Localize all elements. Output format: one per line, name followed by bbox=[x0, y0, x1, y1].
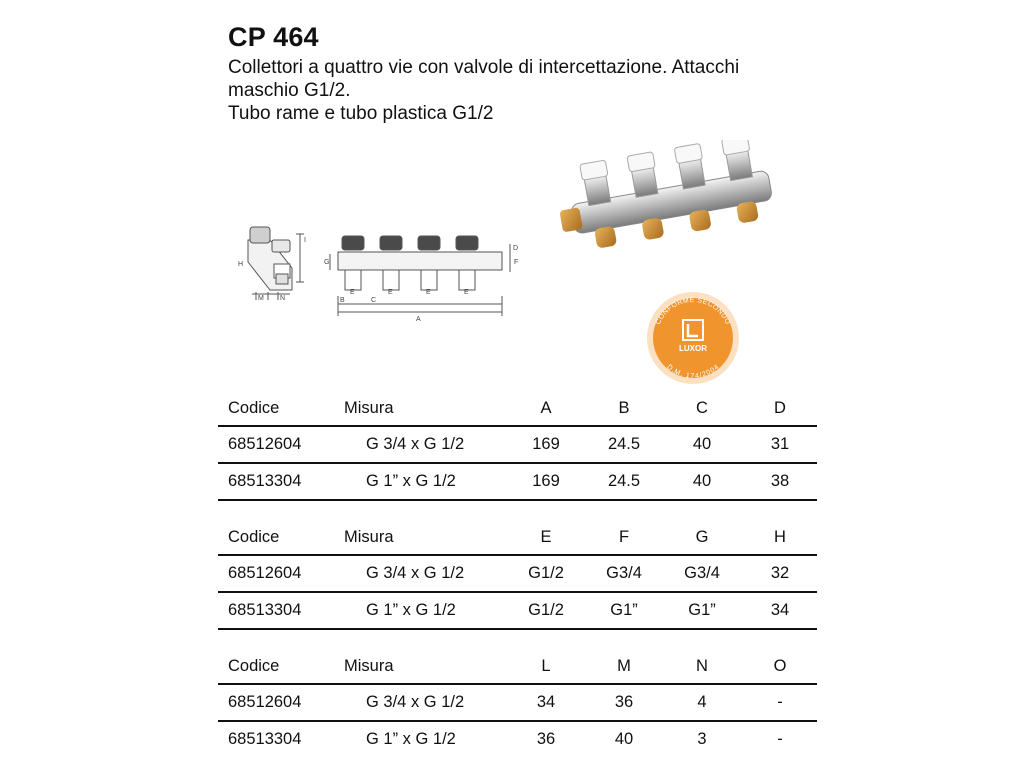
header-cell: Codice bbox=[228, 528, 280, 546]
dim-label: E bbox=[388, 289, 393, 296]
table-header-row: Codice Misura L M N O bbox=[218, 649, 817, 685]
table-cell: 68512604 bbox=[228, 564, 302, 582]
product-photo bbox=[552, 140, 782, 270]
table-cell: 68513304 bbox=[228, 601, 302, 619]
product-title: CP 464 bbox=[228, 22, 319, 52]
header-cell: Misura bbox=[344, 528, 394, 546]
table-row: 68512604 G 3/4 x G 1/2 34 36 4 - bbox=[218, 685, 817, 722]
dim-label: G bbox=[324, 259, 330, 266]
dim-label: F bbox=[514, 259, 519, 266]
description-line: maschio G1/2. bbox=[228, 80, 351, 101]
table-cell: G 1” x G 1/2 bbox=[366, 472, 456, 490]
dim-label: N bbox=[280, 295, 286, 302]
dim-label: E bbox=[464, 289, 469, 296]
dim-label: E bbox=[350, 289, 355, 296]
dim-label: C bbox=[371, 297, 377, 304]
dim-label: E bbox=[426, 289, 431, 296]
table-header-row: Codice Misura A B C D bbox=[218, 391, 817, 427]
header-cell: Misura bbox=[344, 399, 394, 417]
front-view bbox=[330, 236, 510, 316]
dim-label: D bbox=[513, 245, 519, 252]
table-cell: G 3/4 x G 1/2 bbox=[366, 693, 465, 711]
dim-label: I bbox=[304, 237, 306, 244]
table-cell: G 1” x G 1/2 bbox=[366, 601, 456, 619]
table-header-row: Codice Misura E F G H bbox=[218, 520, 817, 556]
technical-drawing bbox=[230, 212, 530, 324]
table-row: 68512604 G 3/4 x G 1/2 G1/2 G3/4 G3/4 32 bbox=[218, 556, 817, 593]
table-cell: G 3/4 x G 1/2 bbox=[366, 564, 465, 582]
table-row: 68513304 G 1” x G 1/2 169 24.5 40 38 bbox=[218, 464, 817, 501]
header-cell: Codice bbox=[228, 657, 280, 675]
side-view bbox=[248, 227, 304, 300]
seal-top-text: CONFORME SECONDO bbox=[654, 296, 732, 326]
table-cell: 68513304 bbox=[228, 472, 302, 490]
table-row: 68513304 G 1” x G 1/2 36 40 3 - bbox=[228, 730, 783, 748]
header-cell: Misura bbox=[344, 657, 394, 675]
seal-bottom-text: D.M. 174/2004 bbox=[665, 363, 721, 381]
dimension-table-1 bbox=[218, 391, 817, 501]
header-cell: Codice bbox=[228, 399, 280, 417]
dim-label: M bbox=[258, 295, 264, 302]
dim-label: B bbox=[340, 297, 345, 304]
seal-brand: LUXOR bbox=[679, 344, 707, 353]
dimension-table-3 bbox=[218, 649, 817, 757]
table-cell: G 3/4 x G 1/2 bbox=[366, 435, 465, 453]
dimension-table-2 bbox=[218, 520, 817, 630]
table-row: 68513304 G 1” x G 1/2 G1/2 G1” G1” 34 bbox=[218, 593, 817, 630]
table-cell: G 1” x G 1/2 bbox=[366, 730, 456, 748]
dim-label: H bbox=[238, 261, 244, 268]
table-cell: 68512604 bbox=[228, 435, 302, 453]
description-line: Tubo rame e tubo plastica G1/2 bbox=[228, 103, 494, 124]
description-line: Collettori a quattro vie con valvole di intercettazione. Attacchi bbox=[228, 57, 740, 78]
table-cell: 68513304 bbox=[228, 730, 302, 748]
dim-label: A bbox=[416, 316, 421, 323]
product-description bbox=[228, 56, 828, 125]
certification-seal bbox=[645, 290, 741, 386]
table-cell: 68512604 bbox=[228, 693, 302, 711]
table-row: 68512604 G 3/4 x G 1/2 169 24.5 40 31 bbox=[218, 427, 817, 464]
